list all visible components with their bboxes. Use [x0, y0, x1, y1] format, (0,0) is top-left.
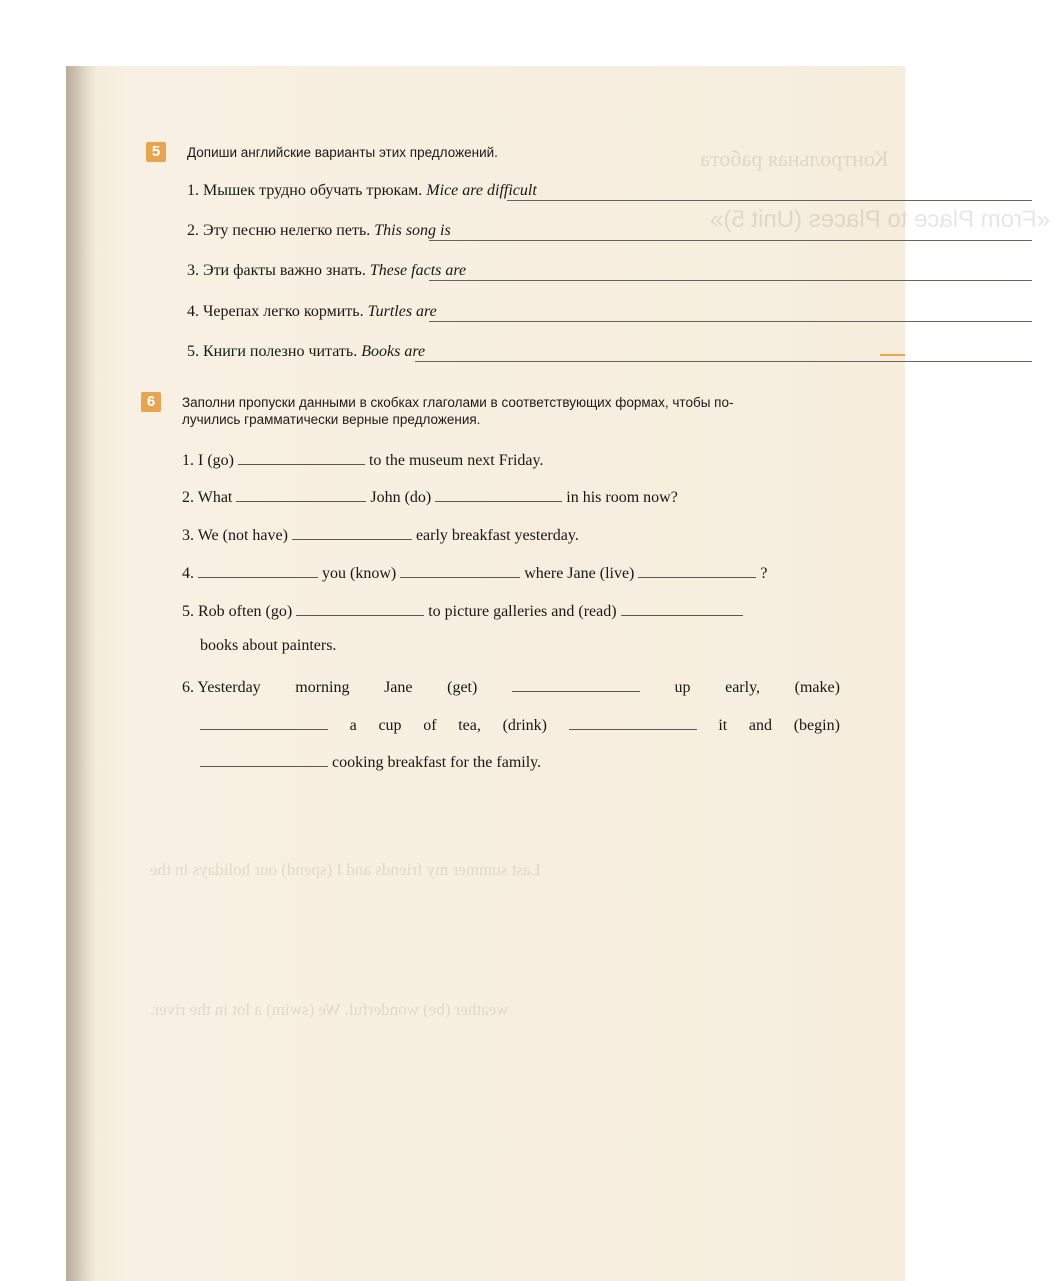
english-start: Turtles are [367, 303, 437, 320]
english-start: These facts are [369, 262, 467, 279]
answer-line[interactable] [429, 321, 1032, 322]
english-start: Books are [361, 343, 426, 360]
workbook-page [66, 66, 905, 1281]
exercise-instruction: Заполни пропуски данными в скобках глаголами в соответствующих формах, чтобы по- лучились грамматически верные предложения. [182, 395, 734, 427]
russian-sentence: 1. Мышек трудно обучать трюкам. [187, 182, 423, 199]
sentence-5-continued: books about painters. [200, 637, 337, 654]
page-edge-mark [880, 354, 905, 356]
sentence-3: 3. We (not have) early breakfast yesterday. [182, 527, 579, 544]
english-start: Mice are difficult [426, 182, 537, 199]
answer-blank[interactable] [238, 450, 365, 465]
sentence-6-line-2: a cup of tea, (drink) it and (begin) [200, 715, 840, 735]
answer-blank[interactable] [569, 715, 697, 730]
sentence-6-line-1: 6. Yesterday morning Jane (get) up early, (make) [182, 679, 840, 696]
page-binding-shadow [66, 66, 96, 1281]
answer-blank[interactable] [400, 563, 520, 578]
bleed-through-text: «From Place to Places (Unit 5)» [710, 206, 1050, 233]
answer-blank[interactable] [200, 715, 328, 730]
russian-sentence: 3. Эти факты важно знать. [187, 262, 366, 279]
answer-blank[interactable] [638, 563, 756, 578]
answer-line[interactable] [429, 280, 1032, 281]
sentence-4: 4. you (know) where Jane (live) ? [182, 565, 768, 582]
answer-blank[interactable] [236, 487, 366, 502]
bleed-through-text: weather (be) wonderful. We (swim) a lot in the river. [150, 1000, 509, 1019]
english-start: This song is [374, 222, 451, 239]
answer-blank[interactable] [435, 487, 562, 502]
answer-line[interactable] [429, 240, 1032, 241]
answer-blank[interactable] [198, 563, 318, 578]
answer-blank[interactable] [200, 752, 328, 767]
sentence-1: 1. I (go) to the museum next Friday. [182, 452, 544, 469]
answer-blank[interactable] [296, 601, 424, 616]
bleed-through-text: Last summer my friends and I (spend) our holidays in the [150, 860, 541, 879]
russian-sentence: 5. Книги полезно читать. [187, 343, 358, 360]
answer-blank[interactable] [292, 525, 412, 540]
answer-blank[interactable] [621, 601, 743, 616]
russian-sentence: 4. Черепах легко кормить. [187, 303, 364, 320]
sentence-5: 5. Rob often (go) to picture galleries and (read) [182, 601, 743, 621]
bleed-through-text: Контрольная работа [700, 146, 889, 171]
sentence-6-line-3: cooking breakfast for the family. [200, 752, 541, 772]
russian-sentence: 2. Эту песню нелегко петь. [187, 222, 371, 239]
answer-line[interactable] [415, 361, 1032, 362]
exercise-number-badge: 5 [146, 142, 166, 162]
exercise-number-badge: 6 [141, 392, 161, 412]
answer-line[interactable] [507, 200, 1032, 201]
exercise-instruction: Допиши английские варианты этих предложений. [187, 145, 498, 160]
answer-blank[interactable] [512, 677, 640, 692]
sentence-2: 2. What John (do) in his room now? [182, 489, 678, 506]
